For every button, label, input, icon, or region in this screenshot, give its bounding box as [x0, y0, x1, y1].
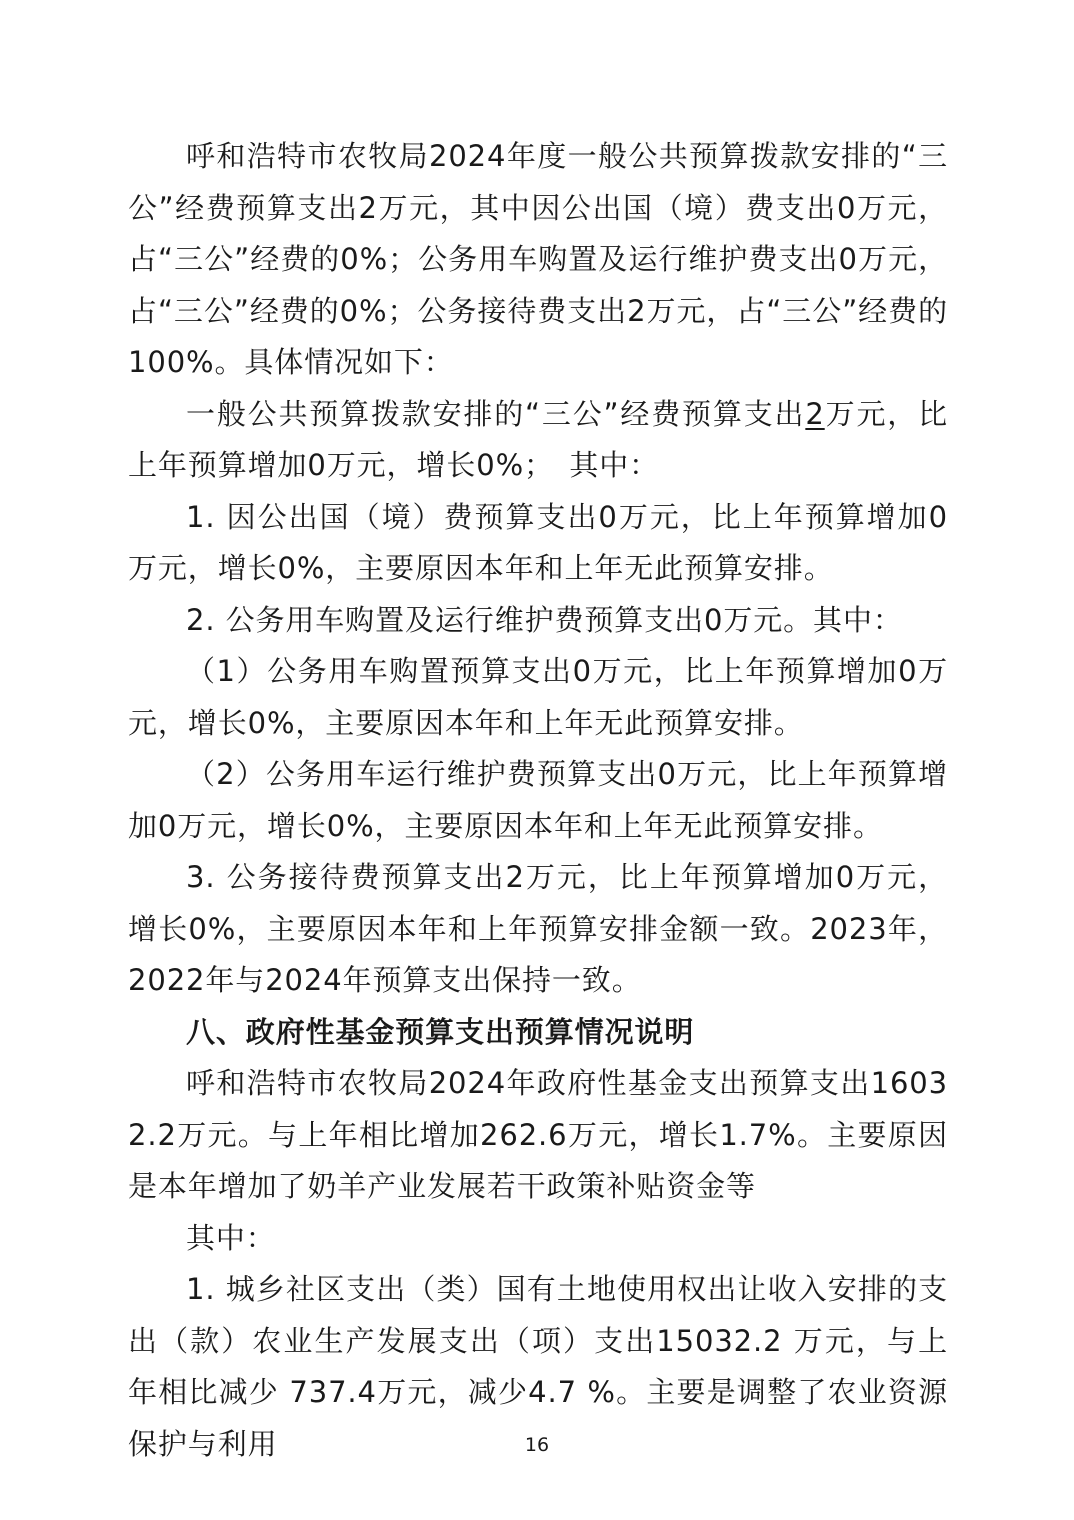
- paragraph-urban-rural-expense: 1. 城乡社区支出（类）国有土地使用权出让收入安排的支出（款）农业生产发展支出（项）支出15032.2 万元，与上年相比减少 737.4万元，减少4.7 %。主要是调整了农业资源保护与利用: [128, 1272, 948, 1461]
- paragraph-three-public-total: [128, 389, 948, 492]
- paragraph-vehicle-total: 2. 公务用车购置及运行维护费预算支出0万元。其中：: [186, 602, 903, 637]
- paragraph-among-them: 其中：: [186, 1220, 276, 1255]
- paragraph-text: 一般公共预算拨款安排的“三公”经费预算支出: [186, 396, 806, 431]
- paragraph-three-public-summary: 呼和浩特市农牧局2024年度一般公共预算拨款安排的“三公”经费预算支出2万元，其中因公出国（境）费支出0万元，占“三公”经费的0%；公务用车购置及运行维护费支出0万元，占“三公”经费的0%；公务接待费支出2万元，占“三公”经费的100%。具体情况如下：: [128, 139, 948, 379]
- page-number: 16: [524, 1434, 550, 1456]
- section-heading-fund-budget: 八、政府性基金预算支出预算情况说明: [186, 1014, 695, 1049]
- paragraph-vehicle-maintenance: （2）公务用车运行维护费预算支出0万元，比上年预算增加0万元，增长0%，主要原因本年和上年无此预算安排。: [128, 757, 948, 843]
- paragraph-reception: 3. 公务接待费预算支出2万元，比上年预算增加0万元，增长0%，主要原因本年和上年预算安排金额一致。2023年，2022年与2024年预算支出保持一致。: [128, 860, 948, 997]
- paragraph-overseas-travel: 1. 因公出国（境）费预算支出0万元，比上年预算增加0万元，增长0%，主要原因本年和上年无此预算安排。: [128, 499, 948, 585]
- paragraph-text: 万元，比上年预算增加0万元，增长0%； 其中：: [128, 396, 948, 482]
- underlined-amount: 2: [805, 396, 825, 431]
- paragraph-vehicle-purchase: （1）公务用车购置预算支出0万元，比上年预算增加0万元，增长0%，主要原因本年和上年无此预算安排。: [128, 654, 948, 740]
- document-body: [128, 131, 948, 1470]
- paragraph-fund-summary: 呼和浩特市农牧局2024年政府性基金支出预算支出16032.2万元。与上年相比增加262.6万元，增长1.7%。主要原因是本年增加了奶羊产业发展若干政策补贴资金等: [128, 1066, 948, 1203]
